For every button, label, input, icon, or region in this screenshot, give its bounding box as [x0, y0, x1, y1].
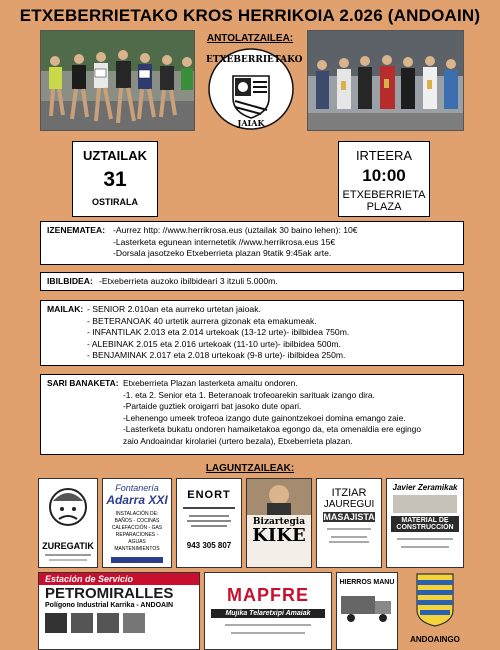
- sponsor-kike: [246, 478, 312, 568]
- zuregatik-logo-icon: [39, 479, 97, 539]
- organizer-label: ANTOLATZAILEA:: [206, 33, 294, 44]
- kike-line1: Bizartegia: [252, 517, 306, 527]
- start-place-line2: PLAZA: [366, 201, 402, 213]
- barber-photo-icon: [247, 479, 311, 515]
- kike-line2: KIKE: [252, 525, 306, 546]
- sponsor-petromiralles: [38, 572, 200, 650]
- registration-item: -Dorsala jasotzeko Etxeberrieta plazan 9tatik 9:45ak arte.: [113, 248, 332, 259]
- route-label: IBILBIDEA:: [47, 276, 93, 286]
- sponsor-mapfre: [204, 572, 332, 650]
- registration-label: IZENEMATEA:: [47, 225, 106, 235]
- itziar-line2: JAUREGUI: [323, 499, 375, 510]
- prizes-first: Etxeberrieta Plazan lasterketa amaitu ondoren.: [123, 378, 298, 388]
- javier-name: Javier Zeramikak: [392, 483, 458, 492]
- category-item: - BENJAMINAK 2.017 eta 2.018 urtekoak (9-8 urte)- ibilbidea 250m.: [87, 350, 346, 361]
- mapfre-name: MAPFRE: [227, 585, 309, 605]
- start-place-line1: ETXEBERRIETA: [342, 189, 426, 201]
- prize-item: -Lehenengo umeek trofeoa izango dute gainontzekoei domina emango zaie.: [123, 412, 406, 423]
- sponsor-andoain: [406, 572, 464, 650]
- andoain-coat-of-arms-icon: [415, 572, 455, 628]
- race-photo: [40, 30, 195, 131]
- route-box: [40, 272, 464, 291]
- sponsor-itziar: [316, 478, 382, 568]
- sponsor-adarra: [102, 478, 172, 568]
- javier-sub: MATERIAL DE CONSTRUCCIÓN: [391, 516, 459, 532]
- itziar-line1: ITZIAR: [331, 487, 367, 499]
- sponsor-enort: [176, 478, 242, 568]
- start-time: 10:00: [362, 166, 406, 185]
- zuregatik-name: ZUREGATIK: [42, 541, 94, 551]
- sponsors-title: LAGUNTZAILEAK:: [205, 463, 295, 474]
- andoaingo-label: ANDOAINGO: [410, 635, 460, 644]
- category-item: - ALEBINAK 2.015 eta 2.016 urtekoak (11-10 urte)- ibilbidea 500m.: [87, 338, 341, 349]
- date-day: 31: [103, 168, 127, 191]
- prizes-label: SARI BANAKETA:: [47, 378, 119, 388]
- adarra-line2: Adarra XXI: [106, 493, 168, 507]
- category-item: - BETERANOAK 40 urtetik aurrera gizonak eta emakumeak.: [87, 315, 317, 326]
- registration-box: [40, 221, 464, 265]
- date-month: UZTAILAK: [82, 148, 148, 163]
- enort-name: ENORT: [187, 489, 231, 501]
- hierros-name: HIERROS MANU: [339, 579, 395, 586]
- date-box: [72, 141, 158, 217]
- sponsor-javier: [386, 478, 464, 568]
- petro-sub: Polígono Industrial Karrika - ANDOAIN: [45, 602, 174, 609]
- category-item: - INFANTILAK 2.013 eta 2.014 urtekoak (13-12 urte)- ibilbidea 750m.: [87, 327, 350, 338]
- registration-item: -Lasterketa egunean internetetik //www.herrikrosa.eus 15€: [113, 236, 336, 247]
- prize-item: -1. eta 2. Senior eta 1. Beteranoak trofeoarekin sarituak izango dira.: [123, 389, 375, 400]
- itziar-line3: MASAJISTA: [323, 512, 375, 522]
- start-box: [338, 141, 430, 217]
- logo-text-bottom: JAIAK: [237, 118, 265, 128]
- petro-name: PETROMIRALLES: [45, 585, 174, 602]
- start-label: IRTEERA: [355, 148, 413, 163]
- sponsor-zuregatik: [38, 478, 98, 568]
- mapfre-sub: Mujika Telaretxipi Amaiak: [211, 609, 325, 618]
- prize-item: zaio Andoaindar kirolariei (urtero bezala), Etxeberrieta plazan.: [123, 435, 353, 446]
- race-runners-image: [41, 31, 195, 131]
- sponsor-hierros-manu: [336, 572, 398, 650]
- page-title: ETXEBERRIETAKO KROS HERRIKOIA 2.026 (ANDOAIN): [19, 6, 481, 25]
- petro-top: Estación de Servicio: [39, 573, 199, 585]
- podium-winners-image: [308, 31, 464, 131]
- enort-phone: 943 305 807: [186, 541, 232, 550]
- prize-item: -Lasterketa bukatu ondoren hamaiketakoa egongo da, eta omenaldia ere egingo: [123, 424, 421, 435]
- podium-photo: [307, 30, 464, 131]
- date-weekday: OSTIRALA: [92, 197, 138, 207]
- truck-icon: [337, 586, 397, 626]
- prize-item: -Partaide guztiek oroigarri bat jasoko dute opari.: [123, 401, 302, 412]
- logo-text-top: ETXEBERRIETAKO: [206, 55, 303, 65]
- prizes-box: [40, 374, 464, 455]
- adarra-line1: Fontanería: [115, 483, 159, 493]
- categories-box: [40, 300, 464, 366]
- route-text: -Etxeberrieta auzoko ibilbidearí 3 itzuli 5.000m.: [99, 276, 278, 286]
- categories-label: MAILAK:: [47, 304, 84, 314]
- category-item: - SENIOR 2.010an eta aurreko urtetan jaioak.: [87, 304, 261, 314]
- registration-item: -Aurrez http: //www.herrikrosa.eus (uztailak 30 baino lehen): 10€: [113, 225, 358, 235]
- organizer-logo: [206, 46, 303, 132]
- adarra-desc: INSTALACIÓN DE: BAÑOS - COCINAS CALEFACCIÓN - GAS REPARACIONES - AGUAS MANTENIMIENTOS: [111, 511, 163, 552]
